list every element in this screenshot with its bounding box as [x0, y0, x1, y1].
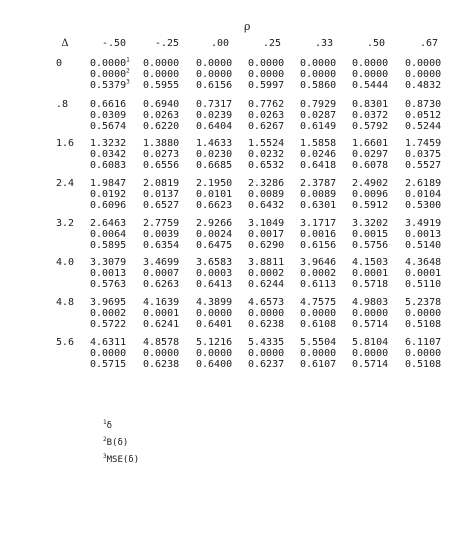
footnote: $^1$δ: [103, 419, 113, 431]
delta-group: [0, 99, 474, 141]
stat-value: 0.0263: [248, 110, 285, 121]
stat-value: 0.0000: [405, 58, 442, 69]
footnotes: [103, 414, 139, 465]
table-cell: [143, 218, 199, 251]
delta-value: 4.8: [56, 297, 75, 308]
stat-value: 1.4633: [196, 138, 233, 149]
stat-value: 0.0239: [196, 110, 233, 121]
stat-value: 1.9847: [90, 178, 127, 189]
stat-value: 0.6556: [143, 160, 180, 171]
stat-value: 4.8578: [143, 337, 180, 348]
stat-value: 0.0230: [196, 149, 233, 160]
stat-value: 0.4832: [405, 80, 442, 91]
stat-value: 0.0001: [352, 268, 389, 279]
stat-value: 0.6156: [300, 240, 337, 251]
table-cell: [352, 58, 408, 91]
stat-value: 0.8301: [352, 99, 389, 110]
table-cell: [196, 99, 252, 132]
stat-value: 0.0089: [248, 189, 285, 200]
stat-value: 0.5527: [405, 160, 442, 171]
stat-value: 5.2378: [405, 297, 442, 308]
stat-value: 0.5108: [405, 359, 442, 370]
table-cell: [90, 138, 146, 171]
stat-value: 5.8104: [352, 337, 389, 348]
column-heading: -.25: [154, 38, 180, 49]
stat-value: 3.3079: [90, 257, 127, 268]
table-cell: [90, 297, 146, 330]
table-cell: [196, 218, 252, 251]
stat-value: 0.5140: [405, 240, 442, 251]
stat-value: 0.5379$^3$: [90, 78, 130, 91]
stat-value: 2.9266: [196, 218, 233, 229]
stat-value: 0.6107: [300, 359, 337, 370]
stat-value: 0.6108: [300, 319, 337, 330]
stat-value: 0.6244: [248, 279, 285, 290]
stat-value: 0.0000: [143, 69, 180, 80]
stat-value: 0.0375: [405, 149, 442, 160]
stat-value: 0.0003: [196, 268, 233, 279]
stat-value: 0.0089: [300, 189, 337, 200]
stat-value: 0.5763: [90, 279, 127, 290]
table-cell: [300, 337, 356, 370]
table-cell: [300, 297, 356, 330]
stat-value: 0.0007: [143, 268, 180, 279]
stat-value: 2.0819: [143, 178, 180, 189]
stat-value: 3.9695: [90, 297, 127, 308]
stat-value: 0.0000: [196, 69, 233, 80]
stat-value: 3.1717: [300, 218, 337, 229]
delta-group: [0, 257, 474, 299]
stat-value: 0.6527: [143, 200, 180, 211]
stat-value: 3.3202: [352, 218, 389, 229]
stat-value: 6.1107: [405, 337, 442, 348]
stat-value: 0.5718: [352, 279, 389, 290]
footnote-marker: 2: [126, 67, 130, 75]
stat-value: 0.0013: [90, 268, 127, 279]
stat-value: 0.6237: [248, 359, 285, 370]
column-heading: .25: [262, 38, 282, 49]
stat-value: 0.0000: [248, 69, 285, 80]
stat-value: 1.6601: [352, 138, 389, 149]
stat-value: 0.5244: [405, 121, 442, 132]
table-cell: [196, 138, 252, 171]
stat-value: 0.5756: [352, 240, 389, 251]
stat-value: 0.0001: [405, 268, 442, 279]
stat-value: 4.1503: [352, 257, 389, 268]
stat-value: 0.0017: [248, 229, 285, 240]
table-cell: [248, 337, 304, 370]
stat-value: 0.7762: [248, 99, 285, 110]
delta-value: 1.6: [56, 138, 75, 149]
stat-value: 0.0104: [405, 189, 442, 200]
stat-value: 0.0512: [405, 110, 442, 121]
column-heading: .50: [366, 38, 386, 49]
table-cell: [405, 58, 461, 91]
stat-value: 0.0000: [300, 348, 337, 359]
stat-value: 0.0000: [143, 348, 180, 359]
stat-value: 0.0000: [405, 348, 442, 359]
table-cell: [143, 178, 199, 211]
stat-value: 0.6241: [143, 319, 180, 330]
table-cell: [196, 257, 252, 290]
stat-value: 0.5444: [352, 80, 389, 91]
stat-value: 4.6573: [248, 297, 285, 308]
stat-value: 0.0000: [196, 308, 233, 319]
table-cell: [300, 257, 356, 290]
stat-value: 0.0013: [405, 229, 442, 240]
footnote: $^2$B(δ): [103, 436, 129, 448]
delta-group: [0, 297, 474, 339]
stat-value: 0.6238: [248, 319, 285, 330]
delta-group: [0, 58, 474, 100]
table-cell: [352, 337, 408, 370]
stat-value: 0.0015: [352, 229, 389, 240]
table-cell: [248, 297, 304, 330]
stat-value: 0.0192: [90, 189, 127, 200]
stat-value: 2.3787: [300, 178, 337, 189]
stat-value: 0.5722: [90, 319, 127, 330]
table-cell: [248, 99, 304, 132]
stat-value: 2.6463: [90, 218, 127, 229]
stat-value: 0.0002: [300, 268, 337, 279]
stat-value: 0.0000: [352, 69, 389, 80]
stat-value: 0.6685: [196, 160, 233, 171]
stat-value: 0.6616: [90, 99, 127, 110]
stat-value: 0.0096: [352, 189, 389, 200]
table-cell: [248, 138, 304, 171]
table-cell: [405, 337, 461, 370]
stat-value: 3.4699: [143, 257, 180, 268]
stat-value: 0.6083: [90, 160, 127, 171]
stat-value: 0.0287: [300, 110, 337, 121]
stat-value: 0.5997: [248, 80, 285, 91]
column-heading: -.50: [101, 38, 127, 49]
table-cell: [90, 58, 146, 91]
stat-value: 2.4902: [352, 178, 389, 189]
stat-value: 0.0309: [90, 110, 127, 121]
delta-value: 0: [56, 58, 63, 69]
footnote-marker: 1: [126, 56, 130, 64]
table-cell: [248, 218, 304, 251]
stat-value: 0.5792: [352, 121, 389, 132]
stat-value: 0.0263: [143, 110, 180, 121]
stat-value: 2.7759: [143, 218, 180, 229]
stat-value: 0.0000: [248, 58, 285, 69]
stat-value: 0.5674: [90, 121, 127, 132]
stat-value: 0.0024: [196, 229, 233, 240]
stat-value: 0.0000: [352, 58, 389, 69]
stat-value: 0.6401: [196, 319, 233, 330]
stat-value: 2.1950: [196, 178, 233, 189]
stat-value: 0.0000: [300, 58, 337, 69]
stat-value: 3.1049: [248, 218, 285, 229]
stat-value: 0.6238: [143, 359, 180, 370]
stat-value: 0.0273: [143, 149, 180, 160]
stat-value: 0.6220: [143, 121, 180, 132]
stat-value: 1.3880: [143, 138, 180, 149]
stat-value: 0.6096: [90, 200, 127, 211]
stat-value: 0.6532: [248, 160, 285, 171]
table-cell: [90, 218, 146, 251]
stat-value: 0.8730: [405, 99, 442, 110]
stat-value: 0.5895: [90, 240, 127, 251]
stat-value: 0.7317: [196, 99, 233, 110]
stat-value: 0.5912: [352, 200, 389, 211]
stat-value: 2.3286: [248, 178, 285, 189]
stat-value: 4.7575: [300, 297, 337, 308]
stat-value: 0.6113: [300, 279, 337, 290]
table-cell: [143, 297, 199, 330]
stat-value: 0.0064: [90, 229, 127, 240]
stat-value: 0.6418: [300, 160, 337, 171]
table-cell: [405, 99, 461, 132]
table-cell: [143, 337, 199, 370]
table-cell: [90, 337, 146, 370]
stat-value: 1.7459: [405, 138, 442, 149]
table-cell: [143, 99, 199, 132]
table-cell: [90, 257, 146, 290]
stat-value: 1.3232: [90, 138, 127, 149]
stat-value: 0.0101: [196, 189, 233, 200]
stat-value: 0.0000: [248, 348, 285, 359]
table-cell: [196, 58, 252, 91]
delta-group: [0, 138, 474, 180]
stat-value: 0.6267: [248, 121, 285, 132]
stat-value: 0.0342: [90, 149, 127, 160]
stat-value: 0.6940: [143, 99, 180, 110]
stat-value: 0.6475: [196, 240, 233, 251]
table-cell: [300, 99, 356, 132]
table-cell: [405, 218, 461, 251]
table-cell: [300, 58, 356, 91]
stat-value: 5.5504: [300, 337, 337, 348]
stat-value: 0.5860: [300, 80, 337, 91]
stat-value: 0.0232: [248, 149, 285, 160]
stat-value: 0.5300: [405, 200, 442, 211]
stat-value: 4.9803: [352, 297, 389, 308]
stat-value: 0.5714: [352, 319, 389, 330]
stat-value: 0.5715: [90, 359, 127, 370]
stat-value: 0.6290: [248, 240, 285, 251]
table-cell: [90, 99, 146, 132]
stat-value: 0.0000$^1$: [90, 56, 130, 69]
stat-value: 0.6263: [143, 279, 180, 290]
stat-value: 0.0000: [352, 308, 389, 319]
column-heading: .00: [210, 38, 230, 49]
stat-value: 0.0000: [248, 308, 285, 319]
table-cell: [143, 138, 199, 171]
stat-value: 4.1639: [143, 297, 180, 308]
table-cell: [248, 178, 304, 211]
delta-value: 3.2: [56, 218, 75, 229]
stat-value: 3.6583: [196, 257, 233, 268]
table-cell: [352, 297, 408, 330]
footnote: $^3$MSE(δ): [103, 453, 140, 465]
stat-value: 0.6432: [248, 200, 285, 211]
stat-value: 0.0001: [143, 308, 180, 319]
table-cell: [405, 297, 461, 330]
stat-value: 0.0000: [352, 348, 389, 359]
delta-group: [0, 178, 474, 220]
table-cell: [143, 257, 199, 290]
table-cell: [405, 178, 461, 211]
delta-group: [0, 337, 474, 379]
stat-value: 0.0016: [300, 229, 337, 240]
stat-value: 3.8811: [248, 257, 285, 268]
stat-value: 0.0000: [405, 69, 442, 80]
table-cell: [300, 138, 356, 171]
rho-heading: ρ: [244, 20, 251, 33]
stat-value: 0.7929: [300, 99, 337, 110]
stat-value: 3.9646: [300, 257, 337, 268]
stat-value: 0.0000: [196, 348, 233, 359]
table-cell: [248, 58, 304, 91]
stat-value: 3.4919: [405, 218, 442, 229]
stat-value: 0.0000: [300, 69, 337, 80]
column-header-row: [0, 38, 474, 52]
table-cell: [143, 58, 199, 91]
stat-value: 1.5858: [300, 138, 337, 149]
footnote-marker: 3: [126, 78, 130, 86]
column-heading: .67: [419, 38, 439, 49]
stat-value: 0.0000: [405, 308, 442, 319]
stat-value: 0.6413: [196, 279, 233, 290]
stat-value: 0.6623: [196, 200, 233, 211]
stat-value: 0.6354: [143, 240, 180, 251]
table-cell: [196, 297, 252, 330]
stat-value: 0.0000$^2$: [90, 67, 130, 80]
table-cell: [196, 178, 252, 211]
stat-value: 0.6156: [196, 80, 233, 91]
table-cell: [196, 337, 252, 370]
delta-value: 2.4: [56, 178, 75, 189]
table-cell: [405, 138, 461, 171]
stat-value: 0.6400: [196, 359, 233, 370]
stat-value: 0.0039: [143, 229, 180, 240]
column-heading: .33: [314, 38, 334, 49]
stat-value: 5.4335: [248, 337, 285, 348]
stat-value: 5.1216: [196, 337, 233, 348]
stat-value: 0.5110: [405, 279, 442, 290]
stat-value: 0.0002: [90, 308, 127, 319]
stat-value: 0.0000: [196, 58, 233, 69]
table-cell: [248, 257, 304, 290]
table-cell: [90, 178, 146, 211]
stat-value: 4.3648: [405, 257, 442, 268]
stat-value: 0.0137: [143, 189, 180, 200]
stat-value: 0.0000: [143, 58, 180, 69]
stat-value: 2.6189: [405, 178, 442, 189]
table-cell: [352, 138, 408, 171]
delta-value: 5.6: [56, 337, 75, 348]
table-cell: [300, 218, 356, 251]
stat-value: 1.5524: [248, 138, 285, 149]
stat-value: 0.5955: [143, 80, 180, 91]
table-cell: [352, 178, 408, 211]
stat-value: 0.0000: [90, 348, 127, 359]
table-cell: [352, 257, 408, 290]
stat-value: 0.6078: [352, 160, 389, 171]
stat-value: 0.0000: [300, 308, 337, 319]
delta-value: 4.0: [56, 257, 75, 268]
stat-value: 0.6301: [300, 200, 337, 211]
stat-value: 0.0002: [248, 268, 285, 279]
stat-value: 0.0372: [352, 110, 389, 121]
table-cell: [405, 257, 461, 290]
stat-value: 4.6311: [90, 337, 127, 348]
delta-heading: Δ: [61, 38, 69, 49]
stat-value: 0.6404: [196, 121, 233, 132]
stat-value: 0.5108: [405, 319, 442, 330]
stat-value: 4.3899: [196, 297, 233, 308]
table-cell: [300, 178, 356, 211]
delta-group: [0, 218, 474, 260]
stat-value: 0.6149: [300, 121, 337, 132]
table-cell: [352, 218, 408, 251]
stat-value: 0.0297: [352, 149, 389, 160]
stat-value: 0.0246: [300, 149, 337, 160]
delta-value: .8: [56, 99, 69, 110]
table-cell: [352, 99, 408, 132]
stat-value: 0.5714: [352, 359, 389, 370]
